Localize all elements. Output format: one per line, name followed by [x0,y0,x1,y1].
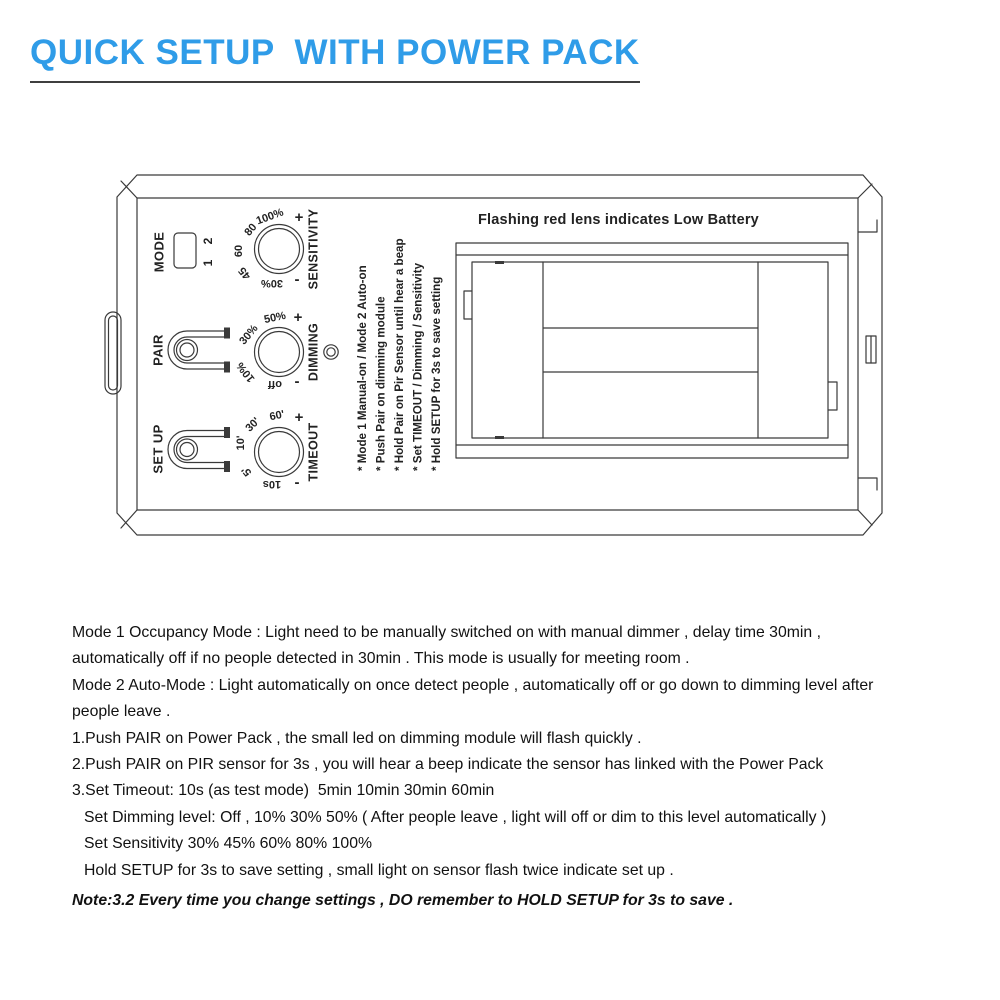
plus-sign: + [294,408,304,426]
printed-note: * Hold Pair on Pir Sensor until hear a beap [393,238,407,471]
setup-label: SET UP [150,424,166,474]
tick-45: 45 [236,264,254,282]
low-battery-note: Flashing red lens indicates Low Battery [478,212,759,228]
tick-10m: 10' [234,435,247,451]
minus-sign: - [294,372,300,390]
instruction-line: 2.Push PAIR on PIR sensor for 3s , you will hear a beep indicate the sensor has linked with the Power Pack [72,756,824,774]
tick-60m: 60' [268,408,286,424]
instruction-line: Set Dimming level: Off , 10% 30% 50% ( After people leave , light will off or dim to this level automatically ) [84,808,827,826]
mode-position-2: 2 [201,237,216,245]
minus-sign: - [294,270,300,288]
printed-note: * Push Pair on dimming module [374,296,388,471]
pair-label: PAIR [150,334,166,366]
tick-30m: 30' [243,415,263,435]
mode-label: MODE [151,231,167,273]
setup-prong-cap-top [224,427,230,438]
instruction-line: 3.Set Timeout: 10s (as test mode) 5min 10min 30min 60min [72,782,495,800]
timeout-label: TIMEOUT [306,422,321,482]
tick-off: off [267,378,283,391]
setup-prong-cap-bottom [224,461,230,472]
instructions [72,620,972,914]
tick-80: 80 [242,221,260,239]
instruction-line: 1.Push PAIR on Power Pack , the small led on dimming module will flash quickly . [72,729,642,747]
plus-sign: + [294,208,304,226]
instruction-line: Mode 2 Auto-Mode : Light automatically on once detect people , automatically off or go down to dimming level after [72,676,874,694]
plus-sign: + [293,308,303,326]
mode-position-1: 1 [201,259,216,267]
tick-50: 50% [262,309,288,327]
instruction-line: people leave . [72,703,171,721]
page-title: QUICK SETUP WITH POWER PACK [30,33,640,83]
instruction-line: Set Sensitivity 30% 45% 60% 80% 100% [84,835,373,853]
tick-100: 100% [254,206,286,228]
tick-10s: 10s [262,478,282,491]
dimming-label: DIMMING [306,322,321,382]
tick-10: 10% [234,359,258,385]
instruction-line: automatically off if no people detected in 30min . This mode is usually for meeting room . [72,650,690,668]
instruction-line: Hold SETUP for 3s to save setting , small light on sensor flash twice indicate set up . [84,861,674,879]
note-line: Note:3.2 Every time you change settings , DO remember to HOLD SETUP for 3s to save . [72,892,734,910]
pair-prong-cap-bottom [224,362,230,373]
tick-5m: 5' [239,463,255,479]
printed-note: * Set TIMEOUT / Dimming / Sensitivity [411,262,425,471]
minus-sign: - [294,473,300,491]
printed-note: * Mode 1 Manual-on / Mode 2 Auto-on [356,265,370,471]
instruction-line: Mode 1 Occupancy Mode : Light need to be manually switched on with manual dimmer , delay time 30min , [72,624,821,641]
tick-30: 30% [237,322,261,348]
sensitivity-label: SENSITIVITY [306,208,321,290]
tick-30: 30% [260,277,284,290]
pair-prong-cap-top [224,328,230,339]
tick-60: 60 [232,244,245,258]
printed-note: * Hold SETUP for 3s to save setting [430,276,444,471]
